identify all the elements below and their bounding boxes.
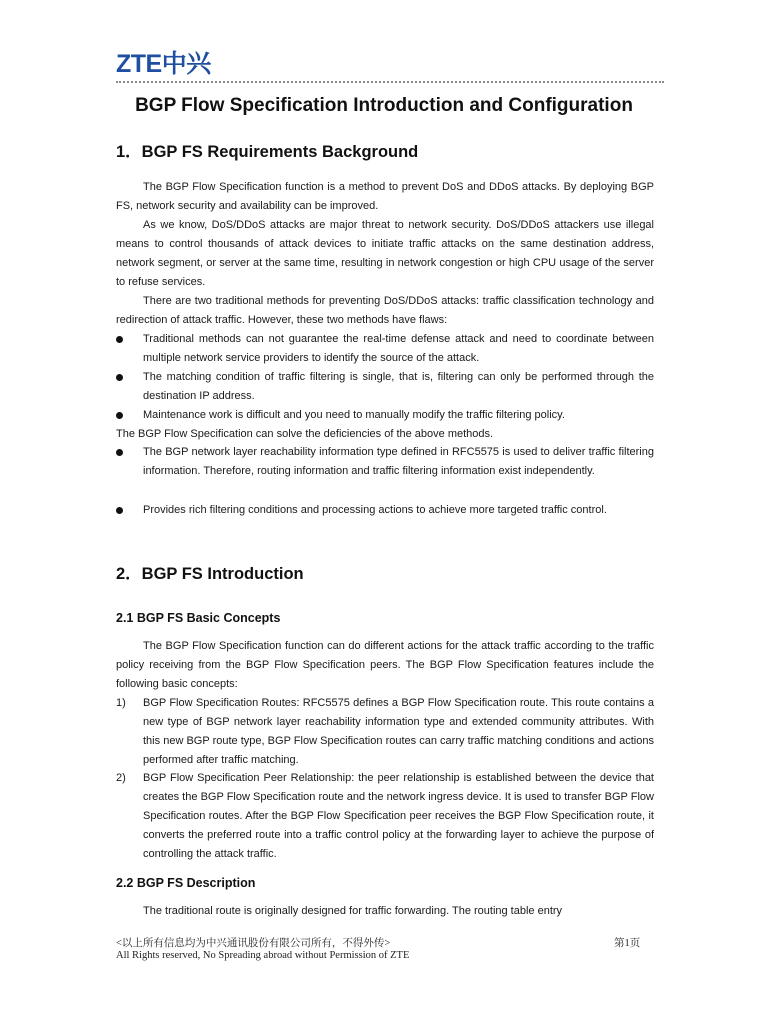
- list-item-text: BGP Flow Specification Routes: RFC5575 defines a BGP Flow Specification route. This route contains a new type of BGP network layer reachability information type and extended community attributes. With this new BGP route type, BGP Flow Specification routes can carry traffic matching conditions and actions performed after traffic matching.: [143, 697, 654, 766]
- solution-bullet-text: The BGP network layer reachability information type defined in RFC5575 is used to deliver traffic filtering information. Therefore, routing information and traffic filtering information exist independently.: [143, 446, 654, 477]
- section-1-heading: 1．BGP FS Requirements Background: [116, 143, 419, 161]
- flaw-bullet-item: [116, 406, 654, 425]
- bullet-dot: [116, 336, 123, 343]
- section-1-paragraph-3: There are two traditional methods for preventing DoS/DDoS attacks: traffic classification technology and redirection of attack traffic. However, these two methods have flaws:: [116, 295, 654, 326]
- numbered-list-item: [116, 769, 654, 864]
- list-item-text: BGP Flow Specification Peer Relationship: the peer relationship is established between the device that creates the BGP Flow Specification route and the network ingress device. It is used to transfer BGP Flow Specification routes. After the BGP Flow Specification peer receives the BGP Flow Specification route, it converts the preferred route into a traffic control policy at the forwarding layer to achieve the purpose of controlling the attack traffic.: [143, 772, 654, 860]
- bullet-dot: [116, 507, 123, 514]
- numbered-list-item: [116, 694, 654, 770]
- list-number: 1): [116, 697, 126, 709]
- subsection-2-1-heading: 2.1 BGP FS Basic Concepts: [116, 611, 281, 625]
- zte-logo: ZTE中兴: [116, 50, 211, 78]
- solution-bullet-item: [116, 501, 654, 520]
- section-1-paragraph-4: The BGP Flow Specification can solve the deficiencies of the above methods.: [116, 428, 494, 440]
- solution-bullet-text: Provides rich filtering conditions and processing actions to achieve more targeted traffic control.: [143, 504, 607, 516]
- bullet-dot: [116, 449, 123, 456]
- subsection-2-2-paragraph: The traditional route is originally designed for traffic forwarding. The routing table entry: [143, 905, 563, 917]
- document-title: BGP Flow Specification Introduction and Configuration: [135, 95, 633, 116]
- subsection-2-2-heading: 2.2 BGP FS Description: [116, 876, 256, 890]
- section-2-heading: 2．BGP FS Introduction: [116, 565, 304, 583]
- flaw-bullet-text: The matching condition of traffic filtering is single, that is, filtering can only be performed through the destination IP address.: [143, 371, 654, 402]
- bullet-dot: [116, 374, 123, 381]
- solution-bullet-item: [116, 443, 654, 481]
- flaw-bullet-text: Maintenance work is difficult and you need to manually modify the traffic filtering policy.: [143, 409, 565, 421]
- footer-rights-notice: All Rights reserved, No Spreading abroad without Permission of ZTE: [116, 950, 410, 961]
- list-number: 2): [116, 772, 126, 784]
- flaw-bullet-item: [116, 330, 654, 368]
- flaw-bullet-text: Traditional methods can not guarantee the real-time defense attack and need to coordinate between multiple network service providers to identify the source of the attack.: [143, 333, 654, 364]
- footer-page-number: 第1页: [614, 938, 641, 949]
- bullet-dot: [116, 412, 123, 419]
- footer-confidential-notice: <以上所有信息均为中兴通讯股份有限公司所有，不得外传>: [116, 938, 391, 949]
- section-1-paragraph-2: As we know, DoS/DDoS attacks are major threat to network security. DoS/DDoS attackers use illegal means to control thousands of attack devices to initiate traffic attacks on the same destination address, network segment, or server at the same time, resulting in network congestion or high CPU usage of the server to refuse services.: [116, 219, 654, 288]
- flaw-bullet-item: [116, 368, 654, 406]
- section-1-paragraph-1: The BGP Flow Specification function is a method to prevent DoS and DDoS attacks. By deploying BGP FS, network security and availability can be improved.: [116, 181, 654, 212]
- subsection-2-1-paragraph: The BGP Flow Specification function can do different actions for the attack traffic according to the traffic policy receiving from the BGP Flow Specification peers. The BGP Flow Specification features include the following basic concepts:: [116, 640, 654, 690]
- header-divider: [116, 81, 664, 83]
